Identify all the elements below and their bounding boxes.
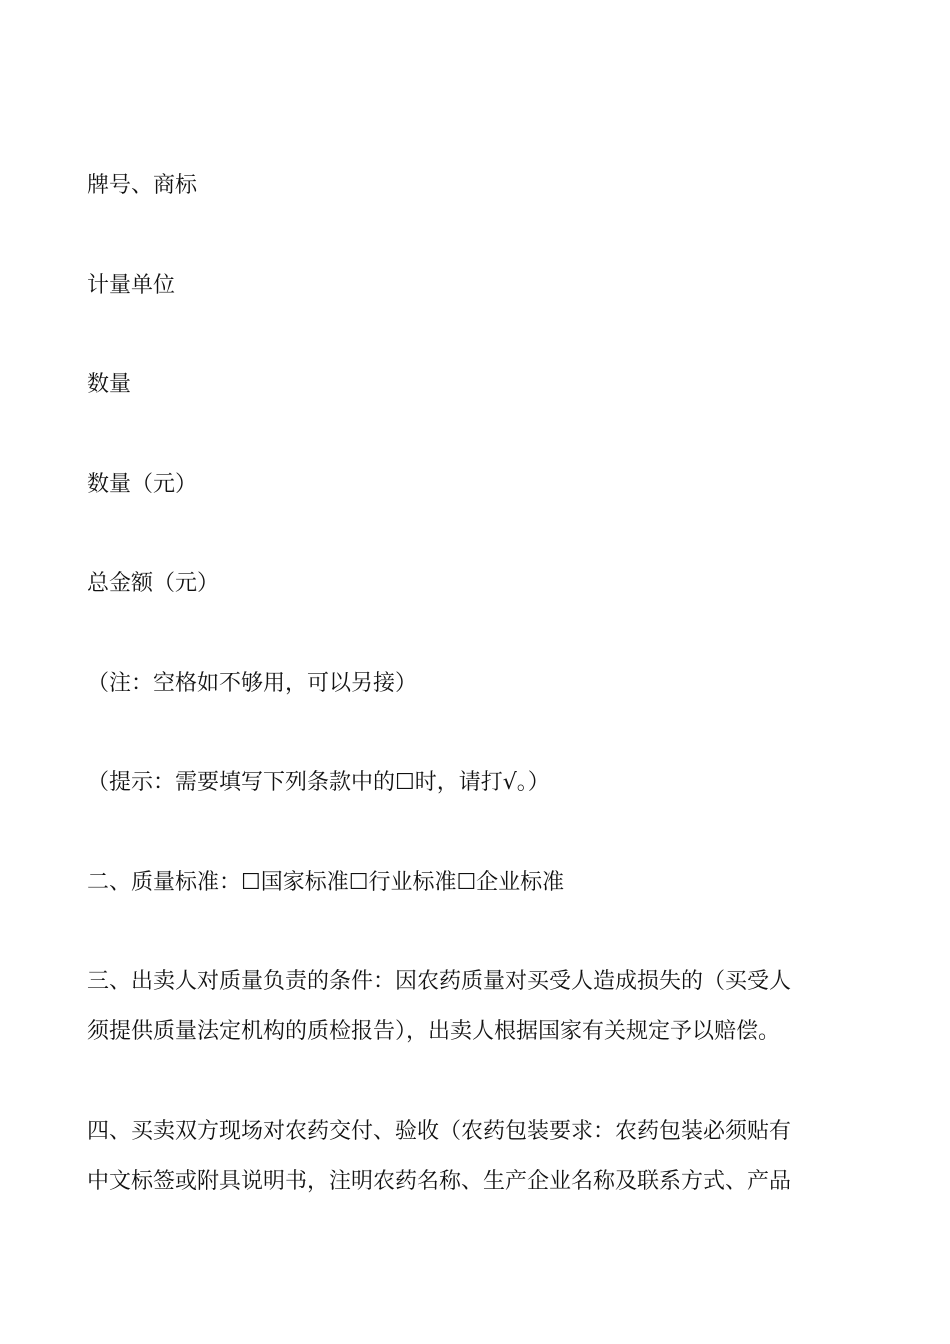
note-text: （注：空格如不够用，可以另接） [87,671,418,696]
field-quantity: 数量 [87,372,132,397]
clause-delivery-acceptance [87,1107,867,1207]
field-unit-of-measure: 计量单位 [87,273,176,298]
field-quantity-yuan: 数量（元） [87,472,198,497]
field-brand-trademark: 牌号、商标 [87,173,198,198]
clause-quality-standard: 二、质量标准：☐国家标准☐行业标准☐企业标准 [87,870,565,895]
clause3-line-1: 三、出卖人对质量负责的条件：因农药质量对买受人造成损失的（买受人 [87,969,792,994]
clause4-line-2: 中文标签或附具说明书，注明农药名称、生产企业名称及联系方式、产品 [87,1169,792,1194]
clause3-line-2: 须提供质量法定机构的质检报告），出卖人根据国家有关规定予以赔偿。 [87,1019,781,1044]
field-total-amount: 总金额（元） [87,571,220,596]
clause4-line-1: 四、买卖双方现场对农药交付、验收（农药包装要求：农药包装必须贴有 [87,1119,792,1144]
clause-quality-responsibility [87,957,867,1057]
hint-text: （提示：需要填写下列条款中的☐时，请打√。） [87,770,550,795]
